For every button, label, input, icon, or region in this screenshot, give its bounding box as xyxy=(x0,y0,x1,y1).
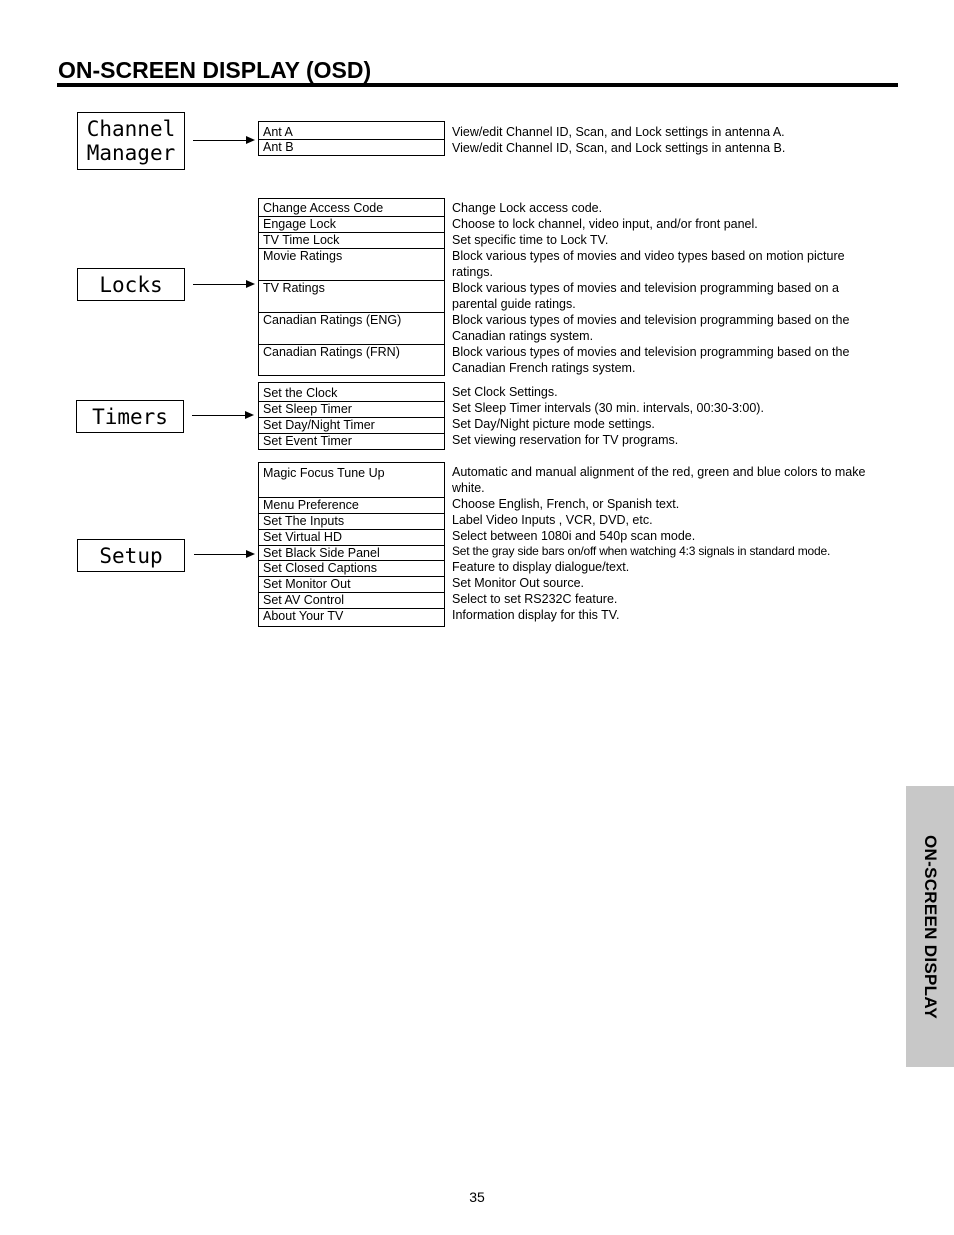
setup-descriptions xyxy=(452,464,882,623)
locks-arrow xyxy=(193,284,253,285)
desc-ant-a: View/edit Channel ID, Scan, and Lock settings in antenna A. xyxy=(452,125,785,139)
desc-set-monitor-out: Set Monitor Out source. xyxy=(452,576,585,590)
timers-arrow xyxy=(192,415,252,416)
side-tab-label: ON-SCREEN DISPLAY xyxy=(921,834,940,1019)
option-tv-time-lock: TV Time Lock xyxy=(259,232,444,248)
desc-change-access-code: Change Lock access code. xyxy=(452,201,603,215)
timers-descriptions xyxy=(452,384,882,448)
setup-options xyxy=(258,462,445,627)
option-about-your-tv: About Your TV xyxy=(259,608,444,626)
option-set-the-inputs: Set The Inputs xyxy=(259,513,444,529)
desc-set-closed-captions: Feature to display dialogue/text. xyxy=(452,560,630,574)
option-engage-lock: Engage Lock xyxy=(259,216,444,232)
timers-options xyxy=(258,382,445,450)
desc-set-virtual-hd: Select between 1080i and 540p scan mode. xyxy=(452,529,696,543)
option-set-event-timer: Set Event Timer xyxy=(259,433,444,449)
desc-magic-focus-tune-up: Automatic and manual alignment of the red, green and blue colors to make white. xyxy=(452,465,866,495)
desc-tv-time-lock: Set specific time to Lock TV. xyxy=(452,233,609,247)
desc-about-your-tv: Information display for this TV. xyxy=(452,608,620,622)
option-set-closed-captions: Set Closed Captions xyxy=(259,560,444,576)
channel-manager-arrow xyxy=(193,140,253,141)
option-magic-focus-tune-up: Magic Focus Tune Up xyxy=(263,466,385,480)
timers-box: Timers xyxy=(76,400,184,433)
option-ant-a: Ant A xyxy=(263,125,293,139)
option-canadian-ratings-eng: Canadian Ratings (ENG) xyxy=(259,312,444,344)
locks-descriptions xyxy=(452,200,882,376)
option-set-black-side-panel: Set Black Side Panel xyxy=(259,545,444,560)
desc-set-av-control: Select to set RS232C feature. xyxy=(452,592,618,606)
option-canadian-ratings-frn: Canadian Ratings (FRN) xyxy=(259,344,444,375)
setup-arrow xyxy=(194,554,253,555)
desc-movie-ratings: Block various types of movies and video types based on motion picture ratings. xyxy=(452,249,845,279)
channel-manager-options xyxy=(258,121,445,156)
option-set-the-clock: Set the Clock xyxy=(263,386,338,400)
option-set-day-night-timer: Set Day/Night Timer xyxy=(259,417,444,433)
option-set-virtual-hd: Set Virtual HD xyxy=(259,529,444,545)
desc-set-black-side-panel: Set the gray side bars on/off when watching 4:3 signals in standard mode. xyxy=(452,544,831,558)
desc-tv-ratings: Block various types of movies and television programming based on a parental guide ratings. xyxy=(452,281,840,311)
desc-canadian-ratings-frn: Block various types of movies and television programming based on the Canadian French ratings system. xyxy=(452,345,850,375)
page-title: ON-SCREEN DISPLAY (OSD) xyxy=(58,57,372,83)
desc-set-sleep-timer: Set Sleep Timer intervals (30 min. intervals, 00:30-3:00). xyxy=(452,401,764,415)
setup-box: Setup xyxy=(77,539,185,572)
title-rule xyxy=(57,83,898,87)
desc-set-the-inputs: Label Video Inputs , VCR, DVD, etc. xyxy=(452,513,653,527)
side-tab xyxy=(906,786,954,1067)
channel-manager-box: Channel Manager xyxy=(77,112,185,170)
desc-set-event-timer: Set viewing reservation for TV programs. xyxy=(452,433,679,447)
option-change-access-code: Change Access Code xyxy=(263,201,384,215)
desc-canadian-ratings-eng: Block various types of movies and television programming based on the Canadian ratings system. xyxy=(452,313,850,343)
option-set-av-control: Set AV Control xyxy=(259,592,444,608)
locks-box: Locks xyxy=(77,268,185,301)
locks-options xyxy=(258,198,445,376)
desc-set-day-night-timer: Set Day/Night picture mode settings. xyxy=(452,417,655,431)
option-tv-ratings: TV Ratings xyxy=(259,280,444,312)
desc-set-the-clock: Set Clock Settings. xyxy=(452,385,558,399)
desc-engage-lock: Choose to lock channel, video input, and/or front panel. xyxy=(452,217,758,231)
option-movie-ratings: Movie Ratings xyxy=(259,248,444,280)
desc-ant-b: View/edit Channel ID, Scan, and Lock settings in antenna B. xyxy=(452,141,786,155)
option-ant-b: Ant B xyxy=(259,139,444,155)
option-menu-preference: Menu Preference xyxy=(259,497,444,513)
channel-manager-descriptions xyxy=(452,124,882,156)
desc-menu-preference: Choose English, French, or Spanish text. xyxy=(452,497,680,511)
option-set-sleep-timer: Set Sleep Timer xyxy=(259,401,444,417)
option-set-monitor-out: Set Monitor Out xyxy=(259,576,444,592)
page-number: 35 xyxy=(469,1189,485,1205)
